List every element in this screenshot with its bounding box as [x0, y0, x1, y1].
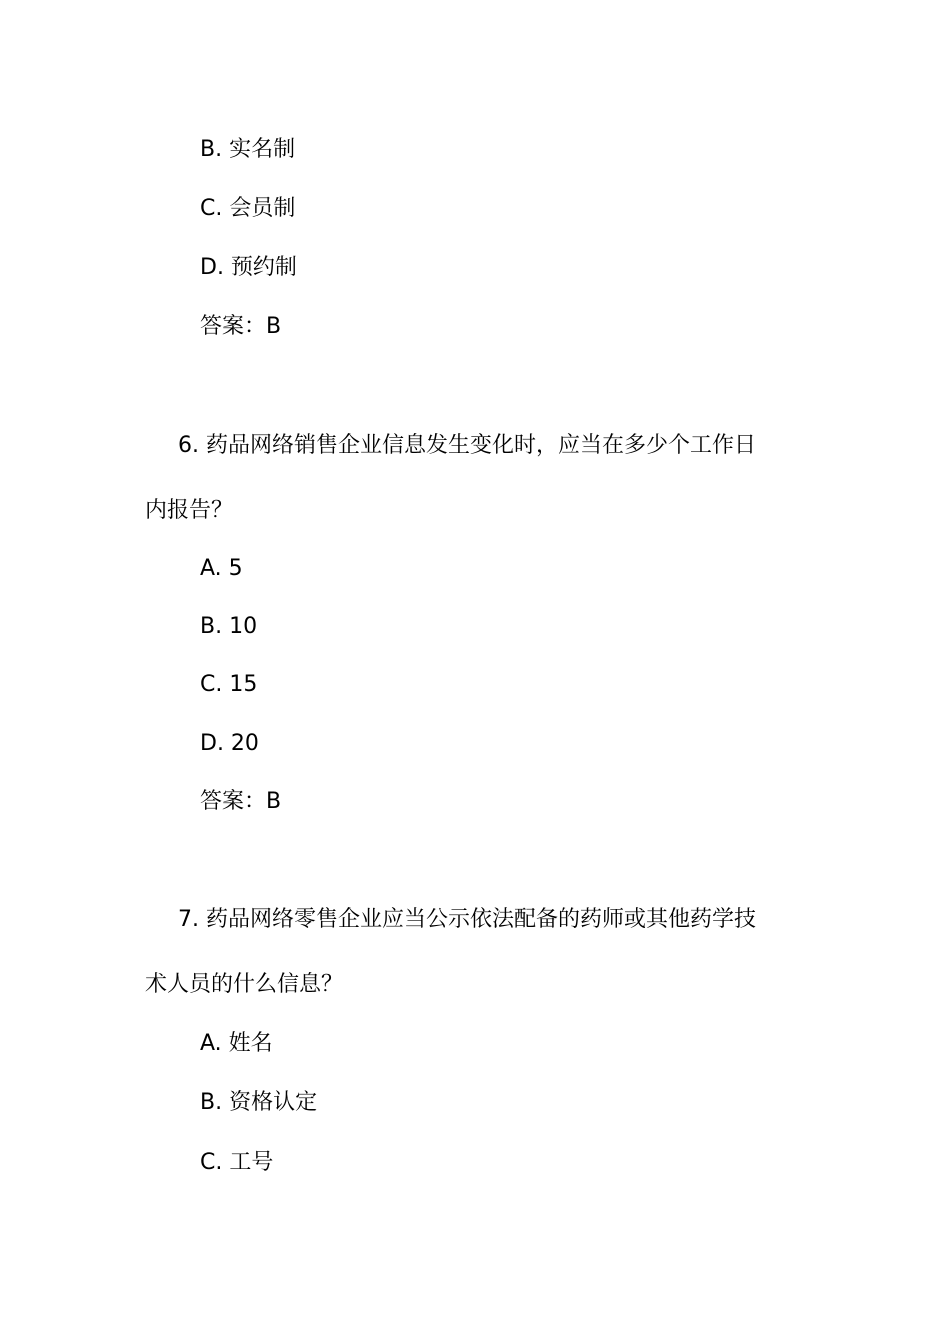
question-text-line2: 术人员的什么信息？ — [145, 972, 344, 997]
option-b: B. 资格认定 — [200, 1090, 318, 1115]
option-b: B. 10 — [200, 614, 258, 639]
option-d: D. 20 — [200, 731, 259, 756]
option-c: C. 15 — [200, 672, 258, 697]
question-text-line1: 6. 药品网络销售企业信息发生变化时，应当在多少个工作日 — [178, 433, 756, 458]
option-a: A. 姓名 — [200, 1031, 273, 1056]
option-c: C. 工号 — [200, 1150, 274, 1175]
option-d: D. 预约制 — [200, 255, 297, 280]
question-text-line1: 7. 药品网络零售企业应当公示依法配备的药师或其他药学技 — [178, 907, 756, 932]
question-text-line2: 内报告？ — [145, 498, 234, 523]
answer-line: 答案：B — [200, 789, 282, 814]
option-c: C. 会员制 — [200, 196, 296, 221]
option-a: A. 5 — [200, 556, 243, 581]
answer-line: 答案：B — [200, 314, 282, 339]
option-b: B. 实名制 — [200, 137, 296, 162]
